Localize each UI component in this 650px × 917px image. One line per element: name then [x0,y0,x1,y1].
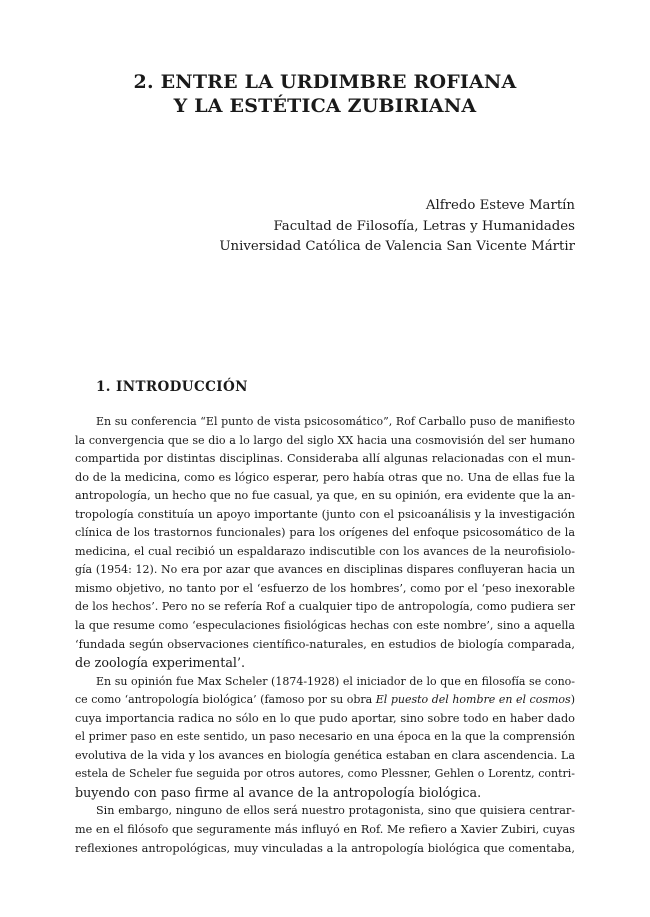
text-line: cuya importancia radica no sólo en lo que pudo aportar, sino sobre todo en haber dado [75,711,575,725]
author-university: Universidad Católica de Valencia San Vicente Mártir [219,239,575,254]
body-text [75,413,575,858]
text-line: medicina, el cual recibió un espaldarazo indiscutible con los avances de la neurofisiolo- [75,544,575,558]
text-line: En su opinión fue Max Scheler (1874-1928) el iniciador de lo que en filosofía se cono- [96,674,575,688]
text-line: gía (1954: 12). No era por azar que avances en disciplinas dispares confluyeran hacia un [75,563,575,577]
text-line: el primer paso en este sentido, un paso necesario en una época en la que la comprensión [75,730,575,744]
chapter-title [0,70,650,118]
section-heading: 1. INTRODUCCIÓN [96,379,248,395]
text-line: buyendo con paso firme al avance de la antropología biológica. [75,784,482,800]
text-line: ‘fundada según observaciones científico-naturales, en estudios de biología comparada, [75,637,575,651]
text-line: clínica de los trastornos funcionales) para los orígenes del enfoque psicosomático de la [75,526,575,540]
text-line: estela de Scheler fue seguida por otros autores, como Plessner, Gehlen o Lorentz, contri- [75,767,575,781]
text-line: reflexiones antropológicas, muy vinculadas a la antropología biológica que comentaba, [75,841,575,855]
text-line: la convergencia que se dio a lo largo del siglo XX hacia una cosmovisión del ser humano [75,433,575,447]
text-line: do de la medicina, como es lógico esperar, pero había otras que no. Una de ellas fue la [75,470,575,484]
paragraph [75,673,575,803]
text-line: me en el filósofo que seguramente más influyó en Rof. Me refiero a Xavier Zubiri, cuyas [75,823,575,837]
chapter-title-line-1: 2. ENTRE LA URDIMBRE ROFIANA [133,71,517,93]
chapter-title-line-2: Y LA ESTÉTICA ZUBIRIANA [173,95,477,117]
book-title: El puesto del hombre en el cosmos [375,693,571,707]
text-line: mismo objetivo, no tanto por el ‘esfuerzo de los hombres’, como por el ‘peso inexorable [75,581,575,595]
text-line: evolutiva de la vida y los avances en biología genética estaban en clara ascendencia. La [75,748,575,762]
text-line [75,691,575,710]
paragraph [75,413,575,673]
text-line: antropología, un hecho que no fue casual, ya que, en su opinión, era evidente que la an- [75,489,575,503]
text-line: compartida por distintas disciplinas. Consideraba allí algunas relacionadas con el mun- [75,452,575,466]
author-faculty: Facultad de Filosofía, Letras y Humanidades [273,218,575,234]
text-line: de zoología experimental’. [75,655,246,671]
text-line: tropología constituía un apoyo importante (junto con el psicoanálisis y la investigación [75,507,575,521]
text-line: En su conferencia “El punto de vista psicosomático”, Rof Carballo puso de manifiesto [96,415,575,428]
text-line: la que resume como ‘especulaciones fisiológicas hechas con este nombre’, sino a aquella [75,619,575,633]
text-segment: ce como ‘antropología biológica’ (famoso por su obra [75,693,376,707]
author-name: Alfredo Esteve Martín [425,198,575,213]
text-line: Sin embargo, ninguno de ellos será nuestro protagonista, sino que quisiera centrar- [96,804,575,818]
text-line: de los hechos’. Pero no se refería Rof a cualquier tipo de antropología, como pudiera ser [75,600,575,614]
author-affiliation [219,196,575,258]
paragraph [75,802,575,858]
text-segment: ) [570,693,575,707]
